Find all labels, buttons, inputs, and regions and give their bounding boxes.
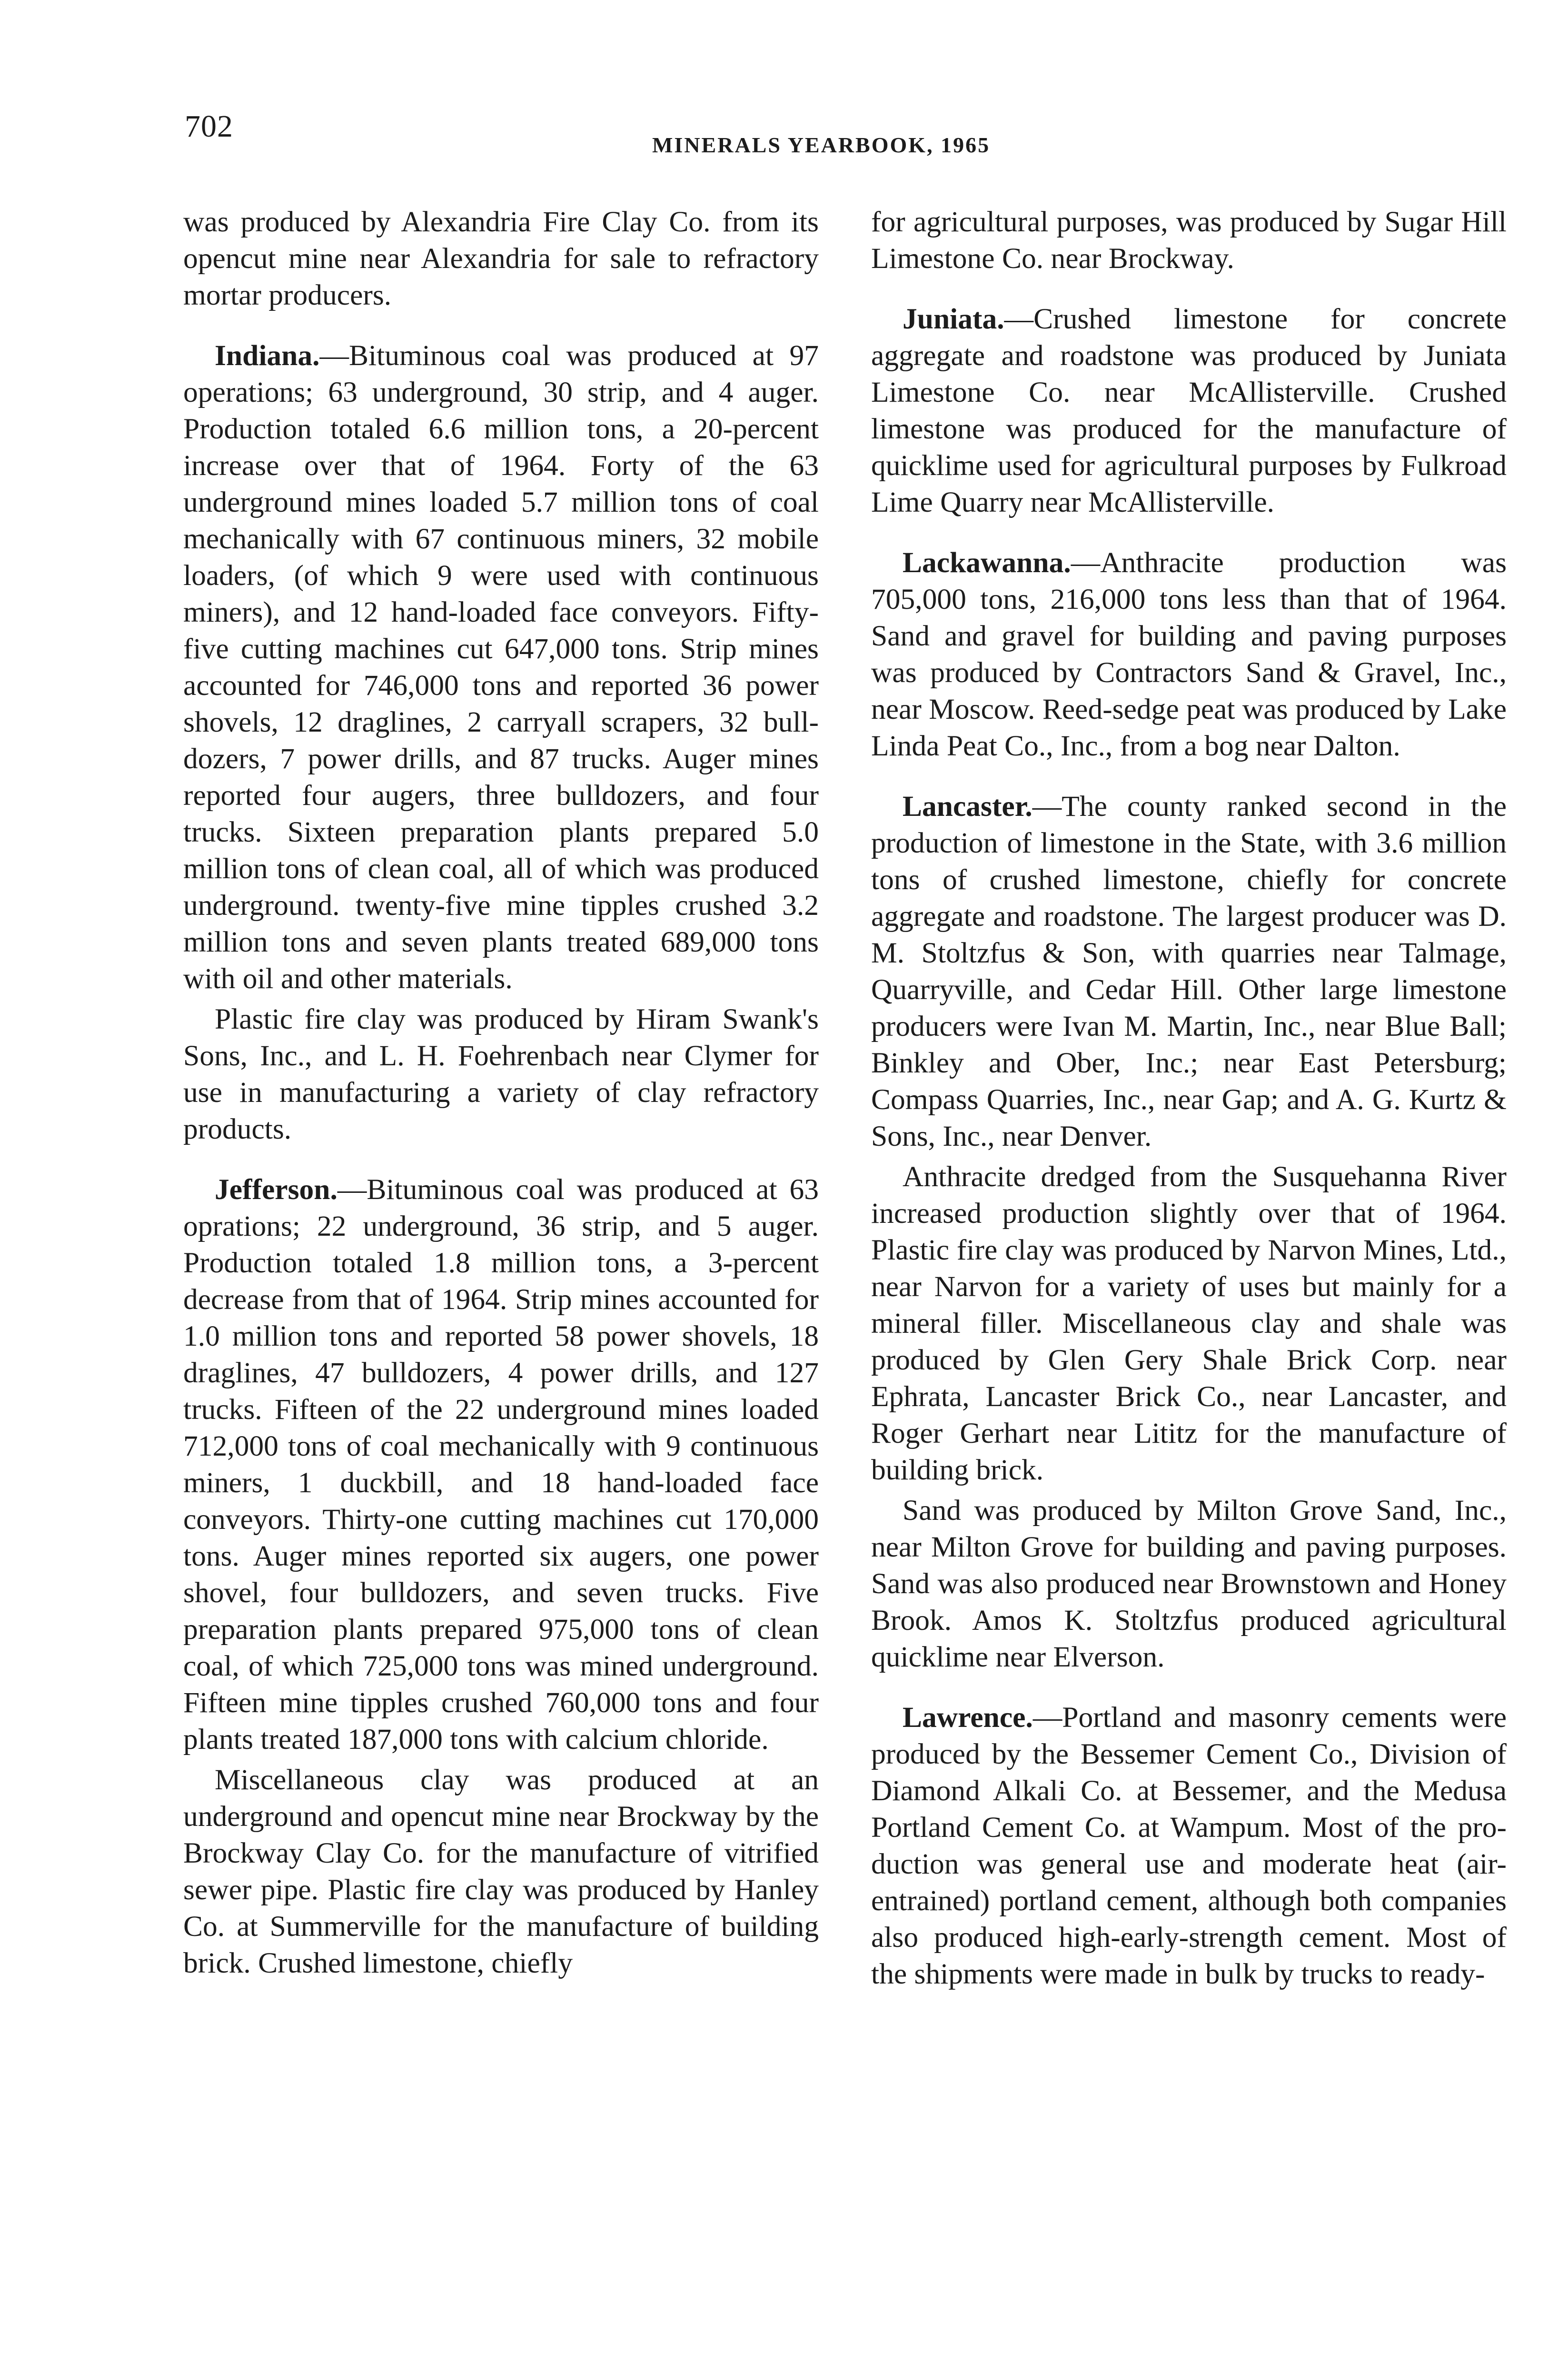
paragraph-plastic-fire-clay: Plastic fire clay was produced by Hiram Swank's Sons, Inc., and L. H. Foehrenbach near Clymer for use in manufacturing a variety of clay refractory products. [183,1003,819,1145]
section-heading-juniata: Juniata. [903,303,1004,335]
section-lancaster [871,788,1507,1155]
section-body-lackawanna: —Anthracite production was 705,000 tons, 216,000 tons less than that of 1964. Sand and gravel for building and paving purposes was produced by Contractors Sand & Gravel, Inc., near Moscow. Reed-sedge peat was produced by Lake Linda Peat Co., Inc., from a bog near Dalton. [871,546,1507,762]
paragraph-anthracite-dredged: Anthracite dredged from the Susquehanna River increased production slightly over that of 1964. Plastic fire clay was produced by Narvon Mines, Ltd., near Narvon for a variety of uses but mainly for a mineral filler. Miscellaneous clay and shale was produced by Glen Gery Shale Brick Corp. near Ephrata, Lancaster Brick Co., near Lancaster, and Roger Gerhart near Lititz for the manufacture of building brick. [871,1160,1507,1486]
paragraph-sand: Sand was produced by Milton Grove Sand, Inc., near Milton Grove for building and paving purposes. Sand was also produced near Brownstown and Honey Brook. Amos K. Stoltzfus produced agricultural quicklime near Elverson. [871,1494,1507,1673]
section-heading-indiana: Indiana. [215,339,320,372]
running-title: MINERALS YEARBOOK, 1965 [652,133,991,157]
section-lackawanna [871,545,1507,764]
paragraph-continuation: was produced by Alexandria Fire Clay Co. from its opencut mine near Alexandria for sale to refractory mortar producers. [183,206,819,311]
left-column [183,204,819,1982]
section-body-lawrence: —Portland and masonry cements were produced by the Bessemer Cement Co., Division of Diamond Alkali Co. at Bessemer, and the Medusa Portland Cement Co. at Wampum. Most of the production was general use and moderate heat (air-entrained) portland cement, although both companies also produced high-early-strength cement. Most of the shipments were made in bulk by trucks to ready- [871,1701,1507,1990]
paragraph-continuation-right: for agricultural purposes, was produced by Sugar Hill Limestone Co. near Brockway. [871,206,1507,275]
section-heading-lancaster: Lancaster. [903,790,1032,823]
section-juniata [871,301,1507,521]
section-body-lancaster: —The county ranked second in the production of limestone in the State, with 3.6 million tons of crushed limestone, chiefly for concrete aggregate and roadstone. The largest producer was D. M. Stoltzfus & Son, with quarries near Talmage, Quarryville, and Cedar Hill. Other large limestone producers were Ivan M. Martin, Inc., near Blue Ball; Binkley and Ober, Inc.; near East Petersburg; Compass Quarries, Inc., near Gap; and A. G. Kurtz & Sons, Inc., near Denver. [871,790,1507,1152]
section-heading-lackawanna: Lackawanna. [903,546,1071,579]
section-body-indiana: —Bituminous coal was produced at 97 operations; 63 underground, 30 strip, and 4 auger. Production totaled 6.6 million tons, a 20-percent increase over that of 1964. Forty of the 63 underground mines loaded 5.7 million tons of coal mechanically with 67 continuous miners, 32 mobile loaders, (of which 9 were used with continuous miners), and 12 hand-loaded face conveyors. Fifty-five cutting machines cut 647,000 tons. Strip mines accounted for 746,000 tons and reported 36 power shovels, 12 draglines, 2 carryall scrapers, 32 bulldozers, 7 power drills, and 87 trucks. Auger mines reported four augers, three bulldozers, and four trucks. Sixteen preparation plants prepared 5.0 million tons of clean coal, all of which was produced underground. twenty-five mine tipples crushed 3.2 million tons and seven plants treated 689,000 tons with oil and other materials. [183,339,819,995]
section-heading-jefferson: Jefferson. [215,1173,337,1206]
section-body-juniata: —Crushed limestone for concrete aggregate and roadstone was produced by Juniata Limestone Co. near McAllisterville. Crushed limestone was produced for the manufacture of quicklime used for agricultural purposes by Fulkroad Lime Quarry near McAllisterville. [871,303,1507,518]
right-column [871,204,1507,1993]
section-heading-lawrence: Lawrence. [903,1701,1033,1734]
section-indiana [183,337,819,997]
page-number: 702 [185,109,233,144]
section-body-jefferson: —Bituminous coal was produced at 63 oprations; 22 underground, 36 strip, and 5 auger. Production totaled 1.8 million tons, a 3-percent decrease from that of 1964. Strip mines accounted for 1.0 million tons and reported 58 power shovels, 18 draglines, 47 bulldozers, 4 power drills, and 127 trucks. Fifteen of the 22 underground mines loaded 712,000 tons of coal mechanically with 9 continuous miners, 1 duckbill, and 18 hand-loaded face conveyors. Thirty-one cutting machines cut 170,000 tons. Auger mines reported six augers, one power shovel, four bulldozers, and seven trucks. Five preparation plants prepared 975,000 tons of clean coal, of which 725,000 tons was mined underground. Fifteen mine tipples crushed 760,000 tons and four plants treated 187,000 tons with calcium chloride. [183,1173,819,1755]
section-jefferson [183,1171,819,1758]
paragraph-miscellaneous-clay: Miscellaneous clay was produced at an underground and opencut mine near Brockway by the Brockway Clay Co. for the manufacture of vitrified sewer pipe. Plastic fire clay was produced by Hanley Co. at Summerville for the manufacture of building brick. Crushed limestone, chiefly [183,1764,819,1979]
section-lawrence [871,1699,1507,1993]
